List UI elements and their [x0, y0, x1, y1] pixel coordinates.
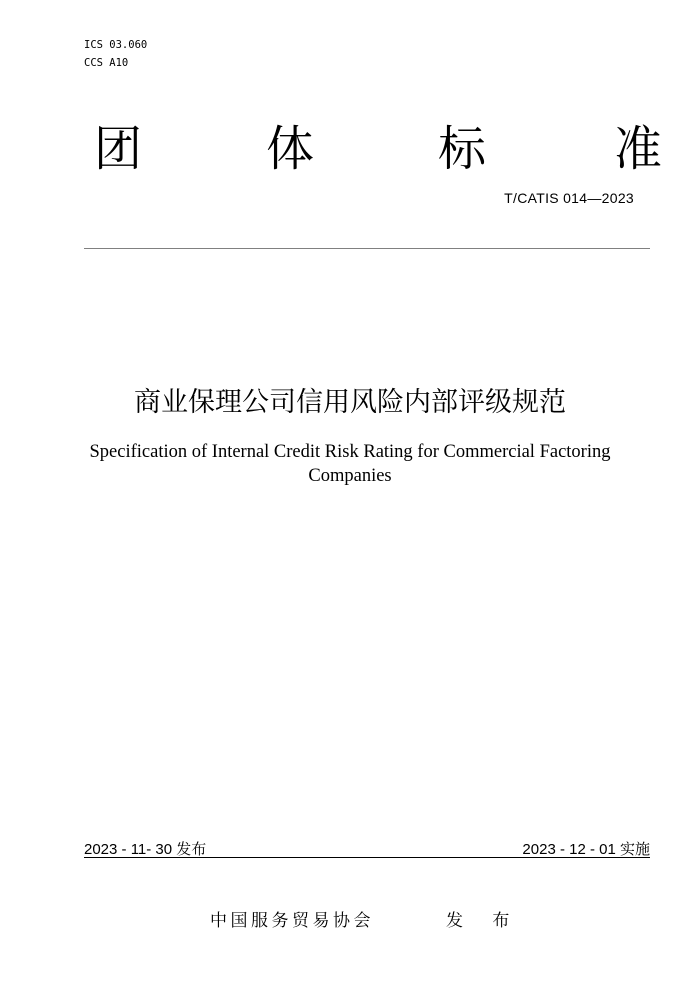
title-english: Specification of Internal Credit Risk Rating for Commercial Factoring Companies — [89, 442, 611, 486]
standard-type-char-4: 准 — [614, 121, 663, 177]
implementation-date: 2023 - 12 - 01 实施 — [522, 841, 650, 858]
classification-codes — [84, 36, 147, 72]
release-date: 2023 - 11- 30 发布 — [84, 841, 207, 858]
ics-code: ICS 03.060 — [84, 39, 148, 51]
top-divider — [84, 248, 650, 249]
title-chinese: 商业保理公司信用风险内部评级规范 — [134, 387, 566, 418]
standard-type-char-2: 体 — [266, 121, 315, 177]
ccs-code: CCS A10 — [84, 57, 129, 69]
bottom-divider — [84, 857, 650, 858]
standard-type-char-3: 标 — [438, 121, 487, 177]
publisher-name: 中国服务贸易协会 — [210, 911, 374, 931]
standard-number: T/CATIS 014—2023 — [504, 190, 634, 206]
standard-type-char-1: 团 — [94, 121, 143, 177]
publish-label: 发 布 — [446, 911, 522, 931]
standard-type-heading — [84, 110, 674, 177]
